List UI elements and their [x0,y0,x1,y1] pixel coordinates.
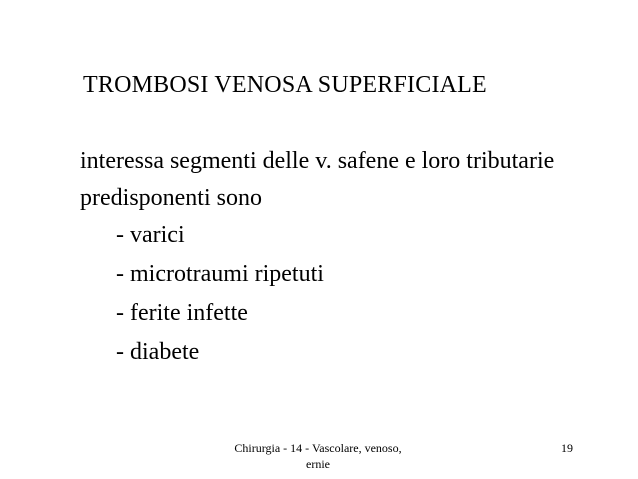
list-item-diabete: - diabete [116,339,200,365]
page-number: 19 [561,441,573,455]
list-item-varici: - varici [116,222,185,248]
body-paragraph-1: interessa segmenti delle v. safene e loro tributarie [80,148,555,174]
footer-caption [218,440,418,472]
footer-caption-line-2: ernie [306,457,330,471]
body-paragraph-2: predisponenti sono [80,185,262,211]
footer-caption-line-1: Chirurgia - 14 - Vascolare, venoso, [234,441,402,455]
slide-body [80,146,580,376]
list-item-ferite: - ferite infette [116,300,248,326]
list-item-microtraumi: - microtraumi ripetuti [116,261,324,287]
slide-title: TROMBOSI VENOSA SUPERFICIALE [83,72,487,98]
